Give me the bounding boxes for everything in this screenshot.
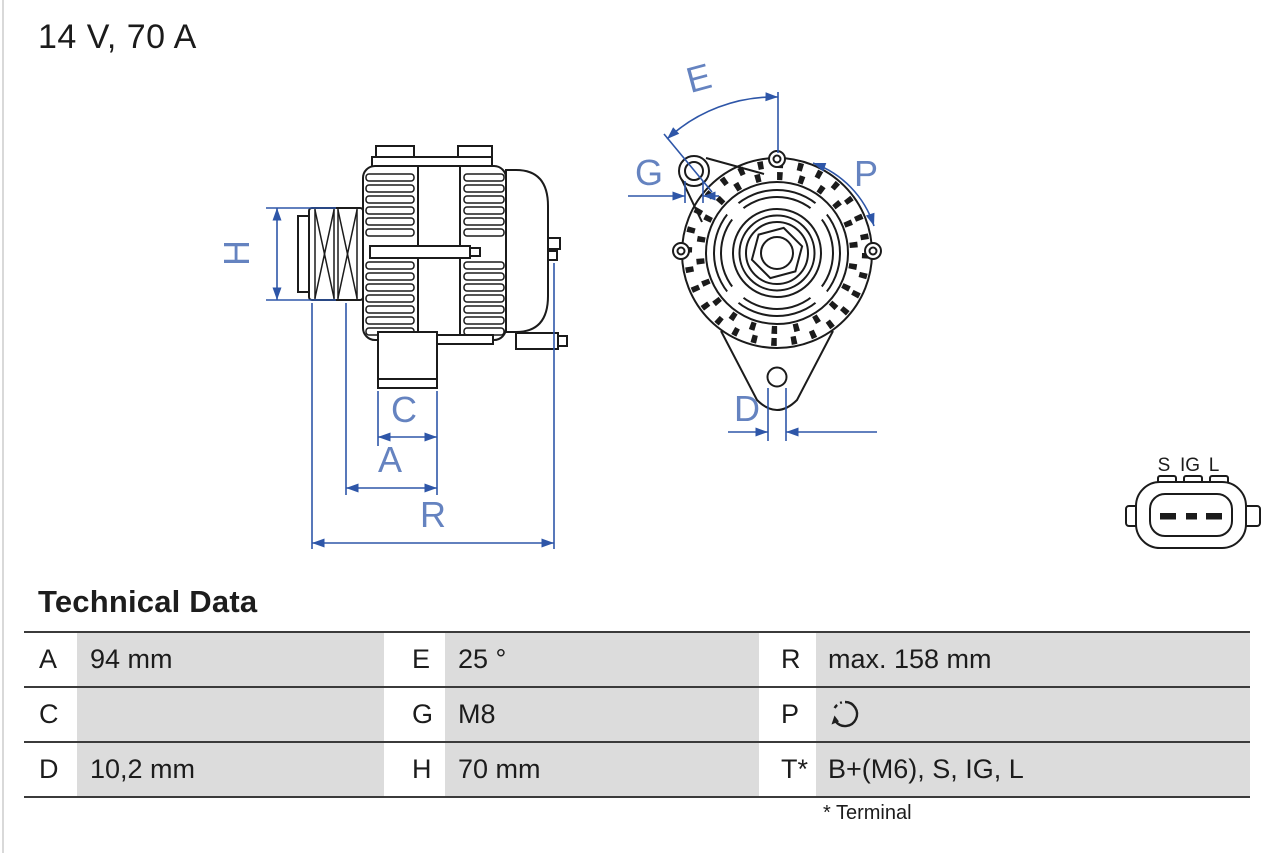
spec-value-a: 94 mm [77,633,384,686]
dimension-label-D: D [734,388,760,429]
spec-key-e: E [384,633,445,686]
spec-key-a: A [24,633,77,686]
connector-pin-s [1160,513,1176,520]
spec-value-h: 70 mm [445,743,759,796]
spec-value-p [816,688,1250,741]
side-view-drawing [298,146,567,388]
connector-diagram [1126,455,1260,548]
table-row [24,686,1250,741]
dimension-label-C: C [391,389,417,430]
dimension-label-R: R [420,494,446,535]
rotation-direction-icon [828,697,862,731]
technical-data-title: Technical Data [38,584,258,619]
spec-value-t: B+(M6), S, IG, L [816,743,1250,796]
spec-key-p: P [759,688,816,741]
spec-value-c [77,688,384,741]
spec-key-c: C [24,688,77,741]
spec-key-t: T* [759,743,816,796]
terminal-footnote: * Terminal [823,802,912,824]
spec-key-h: H [384,743,445,796]
spec-value-d: 10,2 mm [77,743,384,796]
dimension-label-G: G [634,152,664,193]
connector-label-s: S [1157,455,1171,476]
table-row [24,741,1250,796]
voltage-amperage-rating: 14 V, 70 A [38,18,197,56]
table-row [24,631,1250,686]
connector-pin-l [1206,513,1222,520]
spec-value-r: max. 158 mm [816,633,1250,686]
front-view-drawing [673,151,881,410]
connector-pin-ig [1186,513,1197,520]
connector-label-ig: IG [1179,455,1201,476]
spec-value-g: M8 [445,688,759,741]
dimension-label-P: P [853,153,879,194]
spec-key-d: D [24,743,77,796]
connector-label-l: L [1208,455,1220,476]
spec-value-e: 25 ° [445,633,759,686]
dimension-label-A: A [377,439,403,480]
dimension-label-E: E [681,55,716,101]
spec-key-r: R [759,633,816,686]
dimension-label-H: H [216,240,257,266]
spec-key-g: G [384,688,445,741]
technical-data-table [24,631,1250,798]
